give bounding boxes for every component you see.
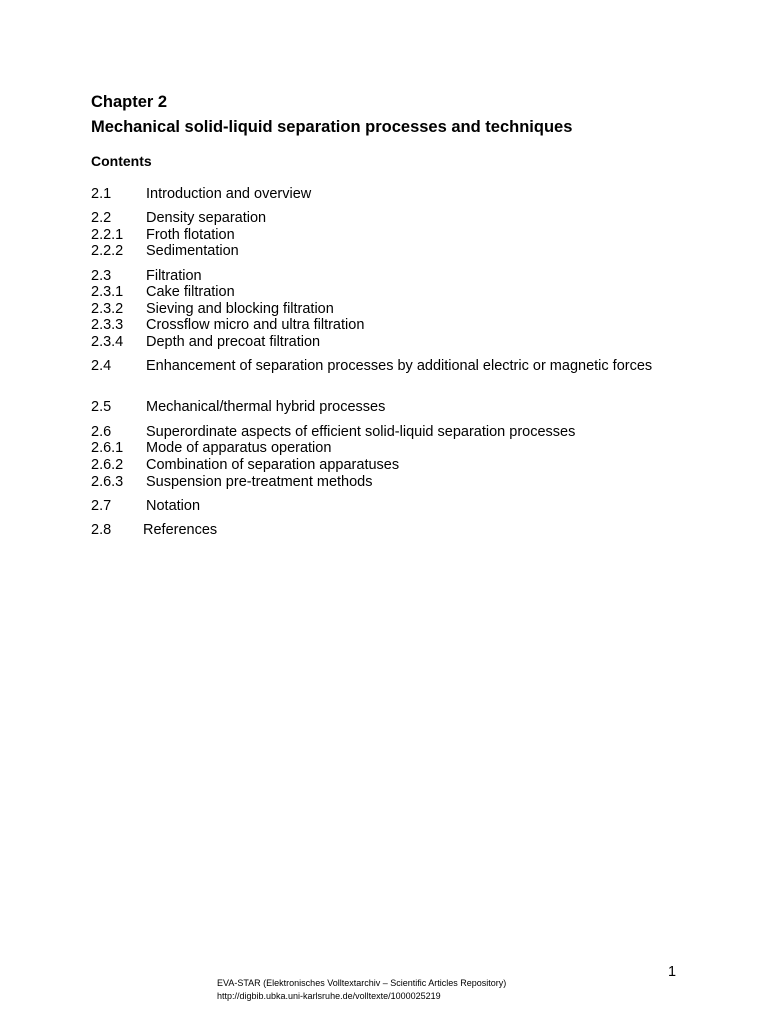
toc-text: Crossflow micro and ultra filtration — [146, 317, 365, 333]
toc-text: Cake filtration — [146, 284, 235, 300]
toc-number: 2.3.4 — [91, 334, 124, 350]
toc-text: Introduction and overview — [146, 186, 312, 202]
toc-text: Depth and precoat filtration — [146, 334, 321, 350]
toc-number: 2.6 — [91, 424, 112, 440]
toc-text: Suspension pre-treatment methods — [146, 474, 373, 490]
toc-text: Mode of apparatus operation — [146, 440, 332, 456]
toc-text: Froth flotation — [146, 227, 235, 243]
toc-text: Sedimentation — [146, 243, 239, 259]
toc-text: Notation — [146, 498, 201, 514]
toc-text: References — [143, 522, 218, 538]
toc-text: Combination of separation apparatuses — [146, 457, 400, 473]
toc-number: 2.5 — [91, 399, 112, 415]
chapter-title: Mechanical solid-liquid separation processes and techniques — [91, 118, 573, 136]
toc-number: 2.3.3 — [91, 317, 124, 333]
toc-number: 2.1 — [91, 186, 112, 202]
contents-heading: Contents — [91, 153, 152, 169]
toc-number: 2.7 — [91, 498, 112, 514]
toc-number: 2.6.1 — [91, 440, 124, 456]
chapter-label: Chapter 2 — [91, 93, 168, 111]
toc-number: 2.6.2 — [91, 457, 124, 473]
footer-repository-name: EVA-STAR (Elektronisches Volltextarchiv – Scientific Articles Repository) — [217, 978, 507, 988]
toc-number: 2.3.1 — [91, 284, 124, 300]
toc-text: Density separation — [146, 210, 267, 226]
toc-number: 2.2 — [91, 210, 112, 226]
toc-text: Filtration — [146, 268, 202, 284]
toc-number: 2.8 — [91, 522, 112, 538]
toc-number: 2.2.2 — [91, 243, 124, 259]
toc-text: Mechanical/thermal hybrid processes — [146, 399, 386, 415]
toc-number: 2.4 — [91, 358, 112, 374]
toc-number: 2.2.1 — [91, 227, 124, 243]
toc-text: Sieving and blocking filtration — [146, 301, 334, 317]
toc-number: 2.6.3 — [91, 474, 124, 490]
toc-text: Enhancement of separation processes by additional electric or magnetic forces — [146, 358, 653, 374]
toc-text: Superordinate aspects of efficient solid-liquid separation processes — [146, 424, 576, 440]
toc-number: 2.3 — [91, 268, 112, 284]
page-number: 1 — [668, 964, 677, 980]
footer-url: http://digbib.ubka.uni-karlsruhe.de/volltexte/1000025219 — [217, 991, 441, 1001]
toc-number: 2.3.2 — [91, 301, 124, 317]
